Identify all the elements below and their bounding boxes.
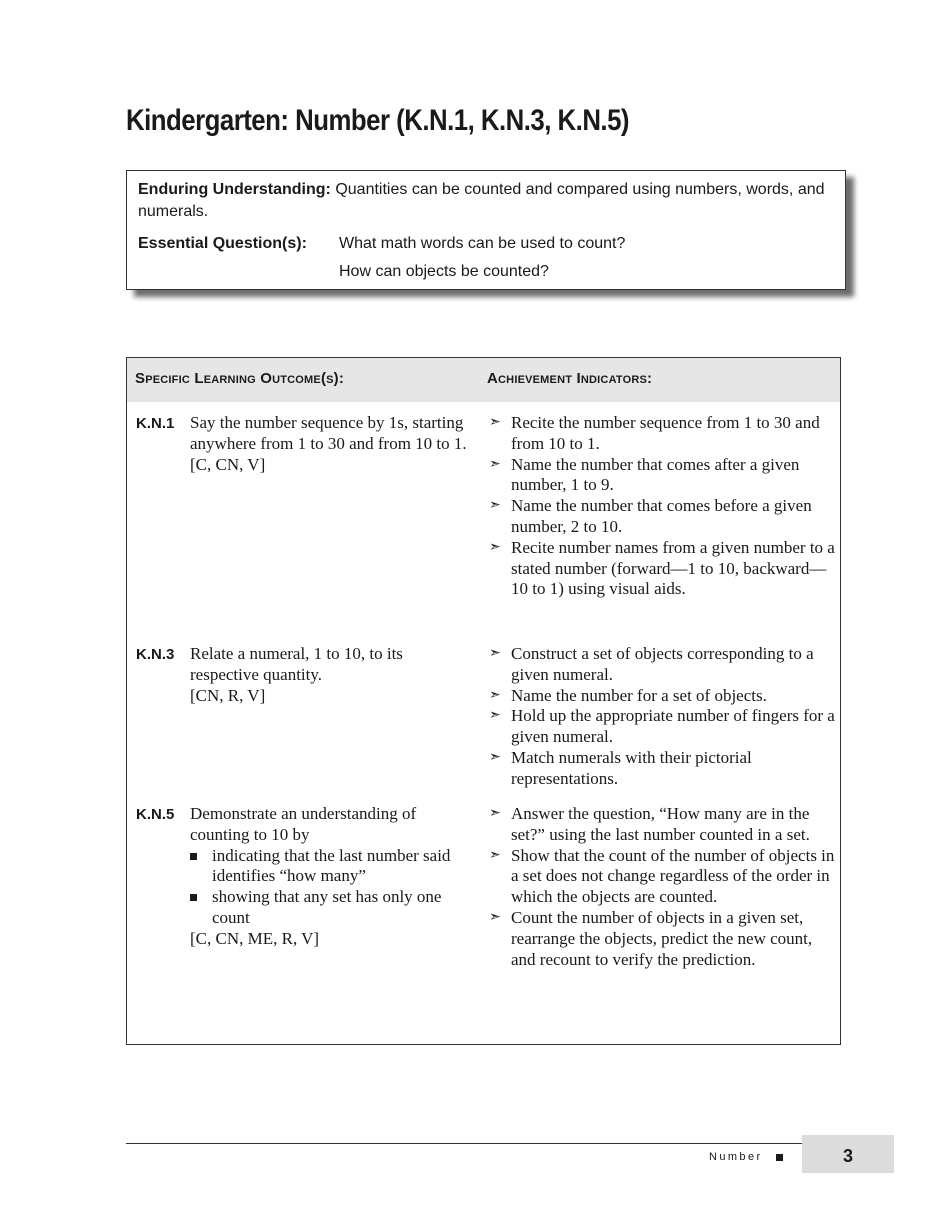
arrow-icon: ➣ — [489, 646, 501, 661]
indicator-item — [489, 455, 835, 497]
indicator-text: Recite number names from a given number to a stated number (forward—1 to 10, backward—10 to 1) using visual aids. — [511, 537, 835, 599]
essential-questions-label: Essential Question(s): — [138, 235, 307, 252]
outcome-sub-text: indicating that the last number said identifies “how many” — [212, 845, 451, 886]
indicator-text: Answer the question, “How many are in the set?” using the last number counted in a set. — [511, 804, 810, 844]
indicator-text: Construct a set of objects corresponding to a given numeral. — [511, 644, 814, 684]
indicator-list — [489, 644, 835, 790]
outcome-code: K.N.3 — [136, 646, 175, 663]
square-bullet-icon — [190, 853, 197, 860]
indicator-item — [489, 413, 835, 455]
indicator-item — [489, 706, 835, 748]
indicator-list — [489, 804, 835, 970]
page-title: Kindergarten: Number (K.N.1, K.N.3, K.N.5) — [126, 104, 630, 137]
header-specific-learning-outcomes: Specific Learning Outcome(s): — [135, 370, 345, 387]
outcome-tags: [C, CN, ME, R, V] — [190, 928, 320, 948]
outcome-description: Demonstrate an understanding of counting to 10 by — [190, 804, 417, 844]
enduring-understanding-box — [126, 170, 846, 290]
indicator-text: Show that the count of the number of objects in a set does not change regardless of the order in which the objects are counted. — [511, 845, 835, 907]
arrow-icon: ➣ — [489, 749, 501, 765]
indicator-item — [489, 846, 835, 908]
arrow-icon: ➣ — [489, 539, 501, 555]
outcome-description: Relate a numeral, 1 to 10, to its respective quantity. — [190, 644, 403, 684]
indicator-item — [489, 686, 835, 707]
indicator-text: Name the number for a set of objects. — [511, 685, 767, 705]
essential-question: What math words can be used to count? — [339, 235, 626, 252]
indicator-item — [489, 804, 835, 846]
indicator-text: Match numerals with their pictorial representations. — [511, 747, 752, 788]
arrow-icon: ➣ — [489, 687, 501, 703]
outcomes-table-header — [127, 358, 840, 402]
indicator-item — [489, 748, 835, 790]
outcome-tags: [CN, R, V] — [190, 685, 266, 705]
indicator-text: Hold up the appropriate number of fingers for a given numeral. — [511, 706, 835, 747]
header-achievement-indicators: Achievement Indicators: — [487, 370, 653, 387]
indicator-text: Count the number of objects in a given set, rearrange the objects, predict the new count, and recount to verify the prediction. — [511, 907, 813, 969]
arrow-icon: ➣ — [489, 415, 501, 430]
outcome-code: K.N.5 — [136, 806, 175, 823]
footer-section-label: Number — [709, 1151, 763, 1163]
indicator-item — [489, 644, 835, 686]
outcome-code: K.N.1 — [136, 415, 175, 432]
footer-rule — [126, 1143, 802, 1144]
indicator-text: Name the number that comes after a given number, 1 to 9. — [511, 454, 800, 495]
outcome-sub-list — [190, 846, 475, 929]
arrow-icon: ➣ — [489, 456, 501, 472]
footer-square-icon — [776, 1154, 783, 1161]
essential-question: How can objects be counted? — [339, 263, 549, 280]
indicator-item — [489, 908, 835, 970]
arrow-icon: ➣ — [489, 909, 501, 925]
outcome-text — [190, 644, 475, 706]
outcome-sub-item — [190, 887, 475, 929]
outcome-tags: [C, CN, V] — [190, 454, 266, 474]
essential-questions-list — [339, 233, 625, 289]
indicator-list — [489, 413, 835, 600]
arrow-icon: ➣ — [489, 498, 501, 514]
indicator-text: Name the number that comes before a given number, 2 to 10. — [511, 496, 812, 536]
indicator-text: Recite the number sequence from 1 to 30 and from 10 to 1. — [511, 413, 820, 453]
enduring-understanding-label: Enduring Understanding: — [138, 181, 331, 198]
indicator-item — [489, 496, 835, 538]
arrow-icon: ➣ — [489, 847, 501, 863]
square-bullet-icon — [190, 894, 197, 901]
enduring-understanding — [138, 179, 834, 223]
page-number: 3 — [802, 1135, 894, 1173]
outcome-sub-item — [190, 846, 475, 888]
outcome-sub-text: showing that any set has only one count — [212, 887, 442, 927]
enduring-understanding-text: Quantities can be counted and compared using numbers, words, and numerals. — [138, 181, 825, 220]
outcome-description: Say the number sequence by 1s, starting anywhere from 1 to 30 and from 10 to 1. — [190, 413, 467, 453]
outcomes-table — [126, 357, 841, 1045]
arrow-icon: ➣ — [489, 708, 501, 724]
indicator-item — [489, 538, 835, 600]
arrow-icon: ➣ — [489, 806, 501, 821]
outcome-text — [190, 413, 475, 475]
outcome-text — [190, 804, 475, 950]
essential-questions — [138, 233, 834, 289]
